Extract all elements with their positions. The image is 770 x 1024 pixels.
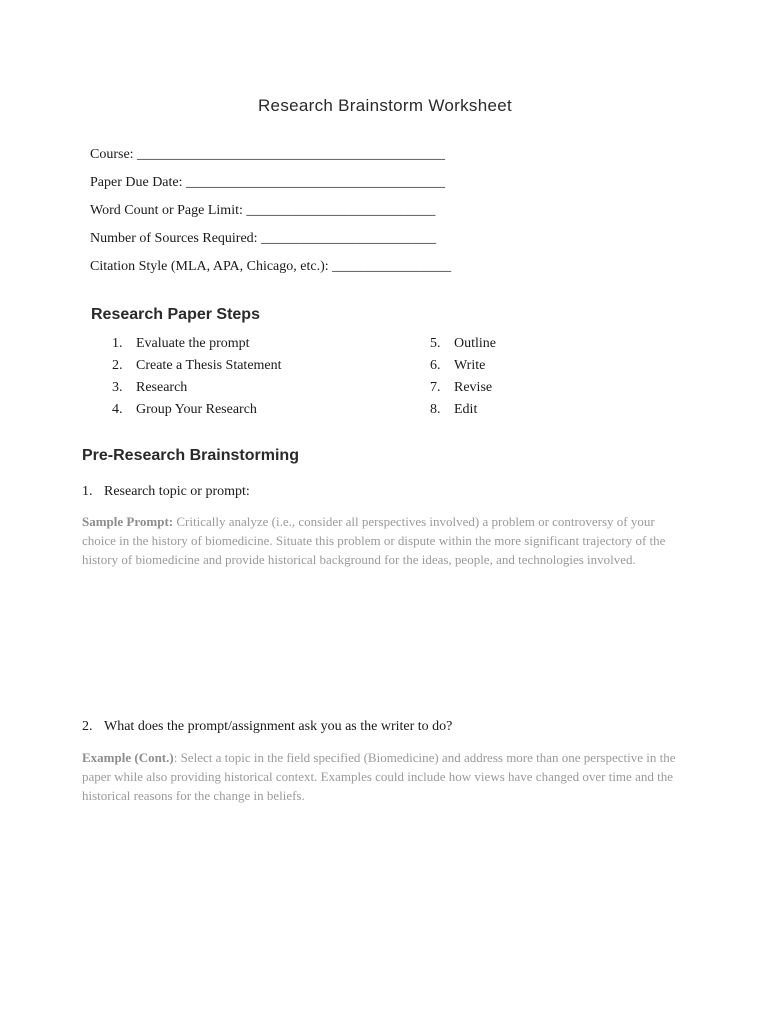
- sources-required-field[interactable]: Number of Sources Required: _________________________: [90, 231, 437, 246]
- step-item: 4. Group Your Research: [112, 402, 257, 417]
- due-date-field[interactable]: Paper Due Date: _____________________________________: [90, 175, 446, 190]
- steps-list-right: [430, 333, 690, 421]
- brainstorm-heading: Pre-Research Brainstorming: [82, 447, 299, 464]
- example-answer: [82, 748, 682, 805]
- steps-list-left: [112, 333, 372, 421]
- step-item: 2. Create a Thesis Statement: [112, 358, 282, 373]
- step-item: 6. Write: [430, 358, 486, 373]
- course-field[interactable]: Course: ____________________________________________: [90, 147, 446, 162]
- step-item: 7. Revise: [430, 380, 493, 395]
- question-2: 2. What does the prompt/assignment ask you as the writer to do?: [82, 719, 453, 734]
- citation-style-field[interactable]: Citation Style (MLA, APA, Chicago, etc.): _________________: [90, 259, 452, 274]
- page-title: Research Brainstorm Worksheet: [257, 96, 513, 115]
- sample-prompt-label: Sample Prompt:: [82, 514, 174, 529]
- step-item: 1. Evaluate the prompt: [112, 336, 250, 351]
- question-1: 1. Research topic or prompt:: [82, 484, 250, 499]
- steps-heading: Research Paper Steps: [91, 306, 260, 323]
- step-item: 5. Outline: [430, 336, 496, 351]
- course-info-fields: [90, 145, 490, 285]
- sample-prompt: [82, 512, 682, 569]
- example-label: Example (Cont.): [82, 750, 174, 765]
- step-item: 8. Edit: [430, 402, 478, 417]
- word-count-field[interactable]: Word Count or Page Limit: ___________________________: [90, 203, 436, 218]
- step-item: 3. Research: [112, 380, 188, 395]
- example-text: : Select a topic in the field specified (Biomedicine) and address more than one perspective in the paper while also providing historical context. Examples could include how views have changed over time and the historical reasons for the change in beliefs.: [82, 750, 676, 803]
- sample-prompt-text: Critically analyze (i.e., consider all perspectives involved) a problem or controversy of your choice in the history of biomedicine. Situate this problem or dispute within the more significant trajectory of the history of biomedicine and provide historical background for the ideas, people, and technologies involved.: [82, 514, 666, 567]
